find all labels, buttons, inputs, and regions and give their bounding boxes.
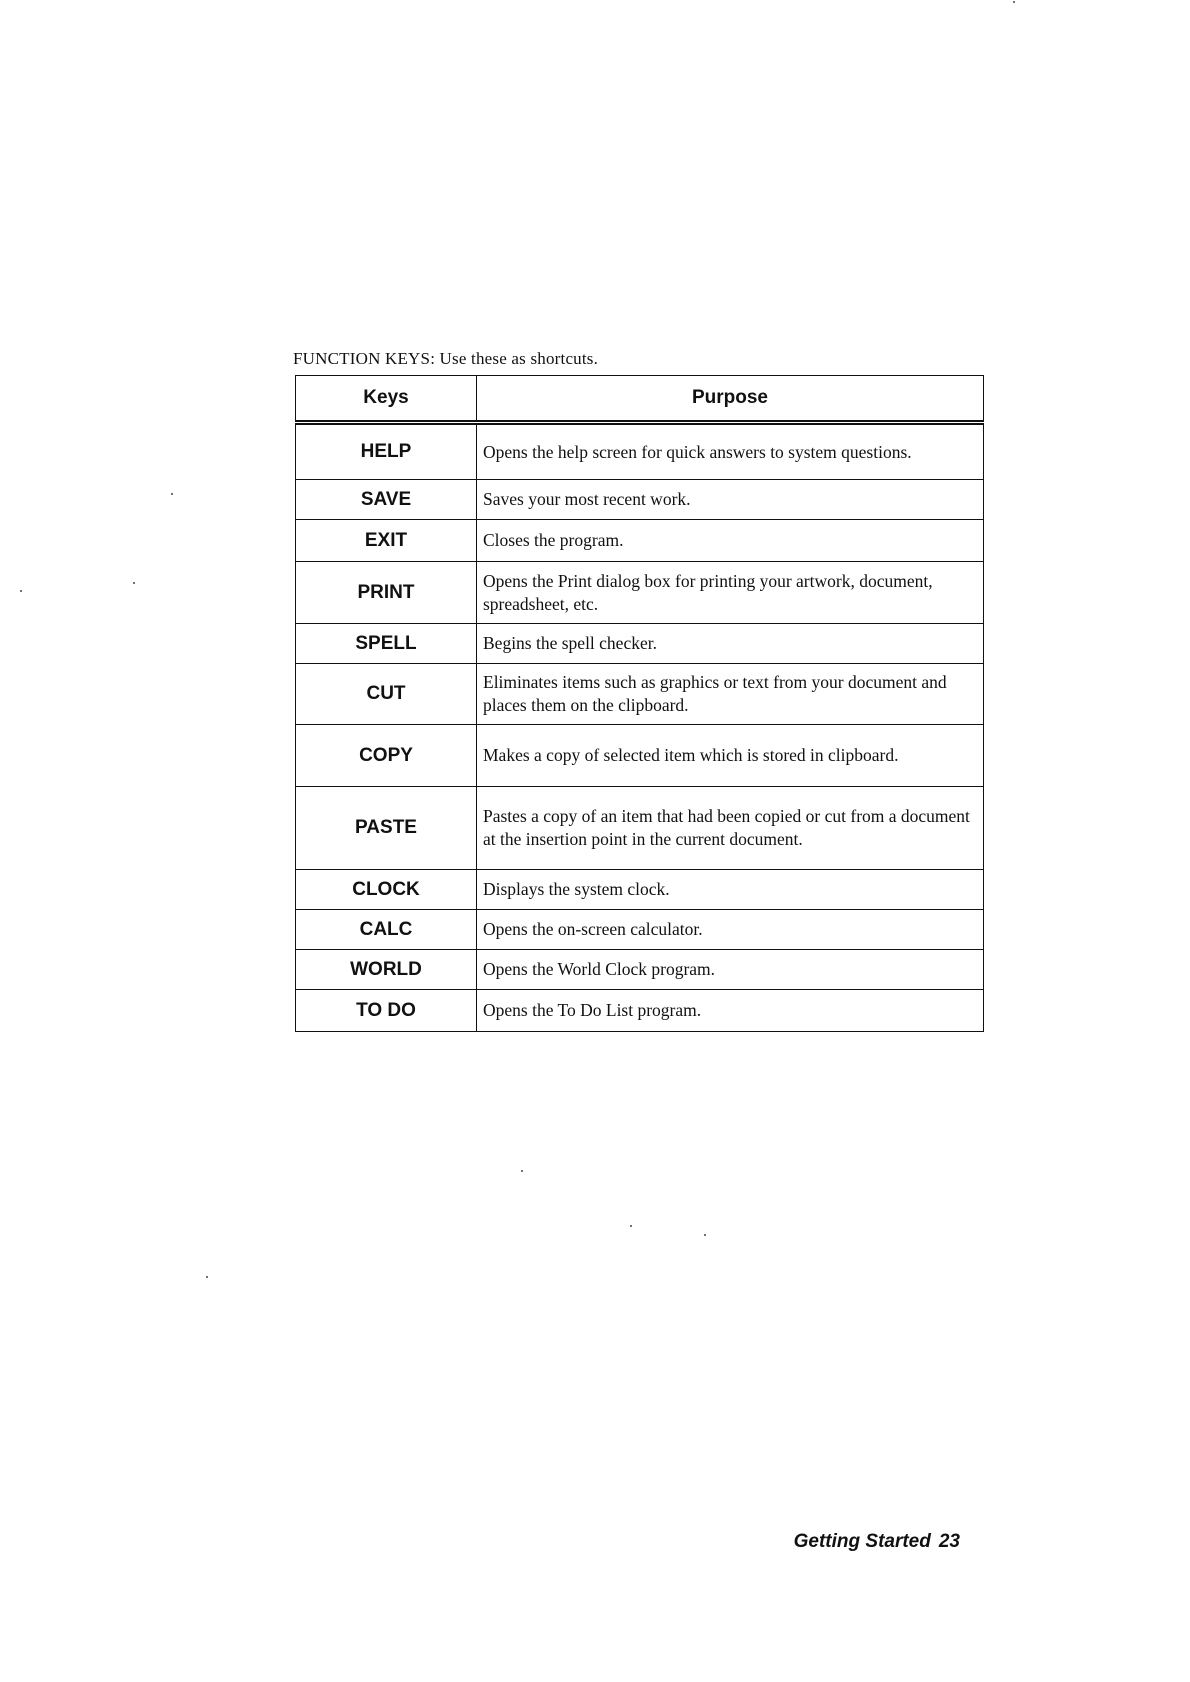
- table-row: [296, 423, 984, 480]
- table-row: [296, 562, 984, 624]
- table-row: [296, 520, 984, 562]
- footer-section-title: Getting Started: [793, 1531, 931, 1552]
- table-row: [296, 990, 984, 1032]
- table-row: [296, 725, 984, 787]
- key-name: SPELL: [296, 624, 477, 664]
- scan-speck: [1013, 1, 1015, 3]
- key-purpose: Opens the on-screen calculator.: [477, 910, 984, 950]
- keys-column-header: Keys: [296, 376, 477, 423]
- key-name: CALC: [296, 910, 477, 950]
- key-purpose: Eliminates items such as graphics or text from your document and places them on the clipboard.: [477, 664, 984, 725]
- scan-speck: [704, 1234, 706, 1236]
- scan-speck: [133, 582, 135, 584]
- key-name: COPY: [296, 725, 477, 787]
- scan-speck: [206, 1276, 208, 1278]
- key-name: HELP: [296, 423, 477, 480]
- table-row: [296, 624, 984, 664]
- scan-speck: [171, 493, 173, 495]
- key-purpose: Begins the spell checker.: [477, 624, 984, 664]
- key-purpose: Opens the World Clock program.: [477, 950, 984, 990]
- key-name: WORLD: [296, 950, 477, 990]
- key-purpose: Closes the program.: [477, 520, 984, 562]
- table-row: [296, 480, 984, 520]
- key-name: PRINT: [296, 562, 477, 624]
- key-name: TO DO: [296, 990, 477, 1032]
- table-row: [296, 950, 984, 990]
- key-purpose: Opens the Print dialog box for printing your artwork, document, spreadsheet, etc.: [477, 562, 984, 624]
- purpose-column-header: Purpose: [477, 376, 984, 423]
- key-name: SAVE: [296, 480, 477, 520]
- key-name: CUT: [296, 664, 477, 725]
- key-purpose: Opens the help screen for quick answers to system questions.: [477, 423, 984, 480]
- table-header-row: [296, 376, 984, 423]
- table-row: [296, 910, 984, 950]
- page-footer: [794, 1531, 960, 1553]
- key-purpose: Saves your most recent work.: [477, 480, 984, 520]
- function-keys-table: [295, 375, 984, 1032]
- key-purpose: Makes a copy of selected item which is stored in clipboard.: [477, 725, 984, 787]
- key-purpose: Pastes a copy of an item that had been copied or cut from a document at the insertion point in the current document.: [477, 787, 984, 870]
- key-purpose: Displays the system clock.: [477, 870, 984, 910]
- table-row: [296, 870, 984, 910]
- table-row: [296, 664, 984, 725]
- table-caption: FUNCTION KEYS: Use these as shortcuts.: [293, 349, 599, 368]
- table-row: [296, 787, 984, 870]
- scan-speck: [521, 1170, 523, 1172]
- scan-speck: [630, 1225, 632, 1227]
- footer-page-number: 23: [938, 1531, 960, 1552]
- key-name: CLOCK: [296, 870, 477, 910]
- scan-speck: [20, 590, 22, 592]
- key-purpose: Opens the To Do List program.: [477, 990, 984, 1032]
- key-name: EXIT: [296, 520, 477, 562]
- key-name: PASTE: [296, 787, 477, 870]
